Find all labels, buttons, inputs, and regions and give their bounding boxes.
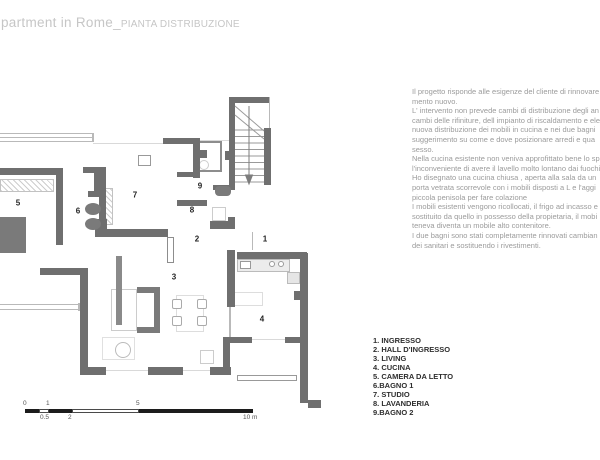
balcony-rail [0, 133, 93, 134]
legend-item: 4. CUCINA [373, 363, 411, 372]
wall [0, 168, 62, 175]
description-line: l'inconveniente di avere il lavello molto lontano dai fuochi [412, 163, 600, 173]
description-line: L' intervento non prevede cambi di distribuzione degli an [412, 106, 599, 116]
scale-segment [139, 409, 253, 413]
fridge [287, 272, 300, 284]
description-line: Il progetto risponde alle esigenze del cliente di rinnovare [412, 87, 600, 96]
terrace-bench [237, 375, 297, 381]
dining-chair [197, 316, 207, 326]
description-line: sesso. [412, 144, 434, 154]
balcony-door-line [0, 309, 80, 310]
legend-item: 2. HALL D'INGRESSO [373, 345, 451, 354]
scale-bar-segments [25, 409, 253, 413]
description-line: Ho disegnato una cucina chiusa , aperta alla sala da un [412, 173, 597, 183]
room-label-2: 2 [194, 234, 200, 244]
legend-item: 9.BAGNO 2 [373, 408, 414, 417]
description-line: piccola penisola per fare colazione [412, 192, 528, 202]
scale-segment [25, 409, 39, 413]
scale-label-0: 0 [23, 400, 27, 407]
entry-divider-line [252, 232, 253, 250]
description-line: teneva diventa un mobile alto contenitore. [412, 221, 551, 231]
legend-item: 1. INGRESSO [373, 336, 421, 345]
description-line: suggerimento su come e dove posizionare arredi e qua [412, 134, 596, 144]
wall [294, 291, 301, 300]
wall [99, 167, 106, 223]
wall [237, 252, 307, 259]
legend-item: 6.BAGNO 1 [373, 381, 414, 390]
terrace-door-line [252, 339, 285, 340]
scale-label-05: 0.5 [40, 414, 50, 421]
toilet-bagno2 [199, 160, 209, 170]
stair-treads [229, 97, 271, 187]
description-line: I due bagni sono stati completamente rinnovati cambian [412, 230, 598, 240]
door-leaf [167, 237, 174, 263]
bidet [85, 218, 101, 230]
planter [200, 350, 214, 364]
room-label-3: 3 [171, 272, 177, 282]
stove-burner [278, 261, 284, 267]
scale-segment [49, 409, 72, 413]
sofa [137, 327, 160, 333]
washbasin [215, 186, 231, 196]
wall [228, 337, 252, 343]
wall [56, 168, 63, 245]
room-label-5: 5 [15, 198, 21, 208]
wall [300, 253, 308, 403]
dining-chair [172, 299, 182, 309]
scale-label-5: 5 [136, 400, 140, 407]
title-main: partment in Rome_ [1, 15, 121, 30]
wardrobe [0, 179, 54, 192]
legend-item: 5. CAMERA DA LETTO [373, 372, 454, 381]
legend-item: 3. LIVING [373, 354, 407, 363]
window-line [93, 143, 163, 144]
description-line: I mobili esistenti vengono ricollocati, il frigo ad incasso e [412, 202, 598, 212]
room-label-1: 1 [262, 234, 268, 244]
description-line: nuova distribuzione dei mobili in cucina e nei due bagni [412, 125, 596, 135]
balcony-rail-cap [92, 133, 94, 142]
stove-burner [269, 261, 275, 267]
wall [308, 400, 321, 408]
legend-item: 8. LAVANDERIA [373, 399, 430, 408]
wall [199, 150, 207, 158]
sofa-seat [111, 289, 137, 331]
balcony-rail [0, 141, 93, 142]
legend-item: 7. STUDIO [373, 390, 410, 399]
room-label-8: 8 [189, 205, 195, 215]
dining-chair [197, 299, 207, 309]
balcony-door-line [0, 304, 80, 305]
room-label-4: 4 [259, 314, 265, 324]
bed [0, 217, 26, 253]
description-line: dei sanitari e sostituendo i rivestimenti. [412, 240, 541, 250]
sliding-door-line [229, 307, 231, 337]
wall [148, 367, 183, 375]
room-legend [373, 336, 453, 417]
kitchen-sink [240, 261, 251, 269]
description-line: porta vetrata scorrevole con i mobili disposti a L e l'aggi [412, 182, 596, 192]
scale-label-2: 2 [68, 414, 72, 421]
toilet [85, 203, 101, 215]
description-line: cambi delle rifiniture, dell impianto di riscaldamento e ele [412, 115, 600, 125]
wall [285, 337, 301, 343]
studio-table [138, 155, 151, 166]
wall [80, 367, 106, 375]
window-line [183, 370, 210, 371]
description-line: Nella cucina esistente non veniva approfittato bene lo sp [412, 154, 600, 164]
scale-label-1: 1 [46, 400, 50, 407]
title-subtitle: PIANTA DISTRIBUZIONE [120, 19, 240, 30]
laundry-box [212, 207, 226, 221]
scale-label-10m: 10 m [243, 414, 258, 421]
room-label-7: 7 [132, 190, 138, 200]
scale-segment [72, 409, 139, 413]
description-line: mento nuovo. [412, 96, 458, 106]
wall [177, 172, 195, 177]
project-description [412, 87, 600, 250]
room-label-9: 9 [197, 181, 203, 191]
wall [80, 268, 88, 373]
dining-chair [172, 316, 182, 326]
room-label-6: 6 [75, 206, 81, 216]
balcony-rail [0, 137, 93, 138]
description-line: sostituito da quello in possesso della propietaria, il mobi [412, 211, 598, 221]
scale-segment [39, 409, 49, 413]
wall [228, 217, 235, 229]
tv-unit [116, 256, 122, 325]
window-line [106, 370, 148, 371]
floor-lamp [115, 342, 131, 358]
wall [227, 250, 235, 307]
